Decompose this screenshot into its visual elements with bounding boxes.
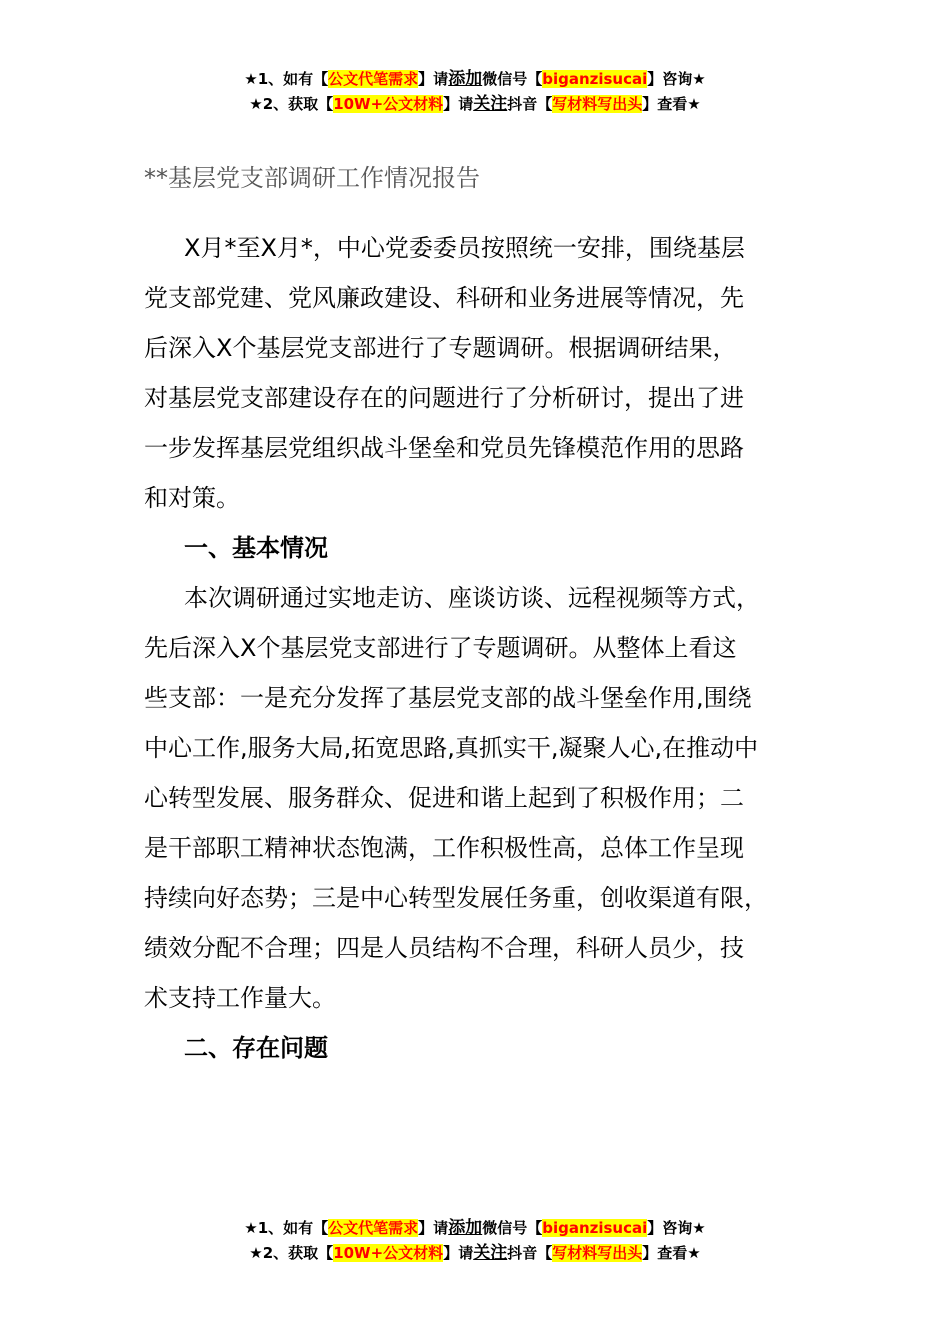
promo-text: ★1、如有【: [244, 1219, 329, 1237]
text-line: 一步发挥基层党组织战斗堡垒和党员先锋模范作用的思路: [144, 434, 744, 462]
promo-highlight: 公文代笔需求: [328, 70, 419, 88]
text-line: 党支部党建、党风廉政建设、科研和业务进展等情况，先: [144, 284, 744, 312]
promo-text: ★2、获取【: [249, 95, 334, 113]
promo-emphasis: 添加: [448, 69, 483, 89]
text-line: 心转型发展、服务群众、促进和谐上起到了积极作用；二: [144, 784, 744, 812]
promo-highlight: 写材料写出头: [552, 95, 643, 113]
promo-text: 微信号【: [482, 70, 543, 88]
promo-emphasis: 添加: [448, 1218, 483, 1238]
text-line: 是干部职工精神状态饱满，工作积极性高，总体工作呈现: [144, 834, 744, 862]
promo-highlight: biganzisucai: [542, 1219, 648, 1237]
text-line: 中心工作,服务大局,拓宽思路,真抓实干,凝聚人心,在推动中: [144, 734, 759, 762]
text-line: X月*至X月*，中心党委委员按照统一安排，围绕基层: [184, 234, 745, 262]
promo-emphasis: 关注: [473, 1243, 508, 1263]
document-body: [144, 223, 804, 1073]
promo-emphasis: 关注: [473, 94, 508, 114]
text-line: 绩效分配不合理；四是人员结构不合理，科研人员少，技: [144, 934, 744, 962]
section1-paragraph: [144, 573, 804, 1023]
document-title: **基层党支部调研工作情况报告: [144, 164, 480, 192]
promo-text: 】请: [418, 70, 449, 88]
section-heading-basic: 一、基本情况: [184, 534, 328, 562]
section-heading-problems: 二、存在问题: [184, 1034, 328, 1062]
promo-text: ★1、如有【: [244, 70, 329, 88]
promo-highlight: biganzisucai: [542, 70, 648, 88]
text-line: 持续向好态势；三是中心转型发展任务重，创收渠道有限，: [144, 884, 768, 912]
text-line: 先后深入X个基层党支部进行了专题调研。从整体上看这: [144, 634, 737, 662]
promo-highlight: 公文代笔需求: [328, 1219, 419, 1237]
text-line: 对基层党支部建设存在的问题进行了分析研讨，提出了进: [144, 384, 744, 412]
promo-text: ★2、获取【: [249, 1244, 334, 1262]
promo-line-1: [0, 1216, 950, 1241]
promo-highlight: 10W+公文材料: [333, 95, 444, 113]
promo-text: 】咨询★: [647, 70, 706, 88]
promo-line-2: [0, 1241, 950, 1266]
text-line: 本次调研通过实地走访、座谈访谈、远程视频等方式，: [184, 584, 760, 612]
promo-highlight: 写材料写出头: [552, 1244, 643, 1262]
promo-text: 】请: [443, 95, 474, 113]
promo-line-1: [0, 67, 950, 92]
promo-footer: [0, 1216, 950, 1266]
promo-highlight: 10W+公文材料: [333, 1244, 444, 1262]
promo-text: 】请: [418, 1219, 449, 1237]
text-line: 后深入X个基层党支部进行了专题调研。根据调研结果，: [144, 334, 737, 362]
intro-paragraph: [144, 223, 804, 523]
promo-text: 】请: [443, 1244, 474, 1262]
promo-text: 】查看★: [642, 95, 701, 113]
text-line: 些支部：一是充分发挥了基层党支部的战斗堡垒作用,围绕: [144, 684, 752, 712]
text-line: 术支持工作量大。: [144, 984, 336, 1012]
text-line: 和对策。: [144, 484, 240, 512]
promo-text: 抖音【: [507, 95, 553, 113]
promo-header: [0, 67, 950, 117]
promo-text: 抖音【: [507, 1244, 553, 1262]
promo-text: 】查看★: [642, 1244, 701, 1262]
promo-text: 】咨询★: [647, 1219, 706, 1237]
promo-line-2: [0, 92, 950, 117]
promo-text: 微信号【: [482, 1219, 543, 1237]
